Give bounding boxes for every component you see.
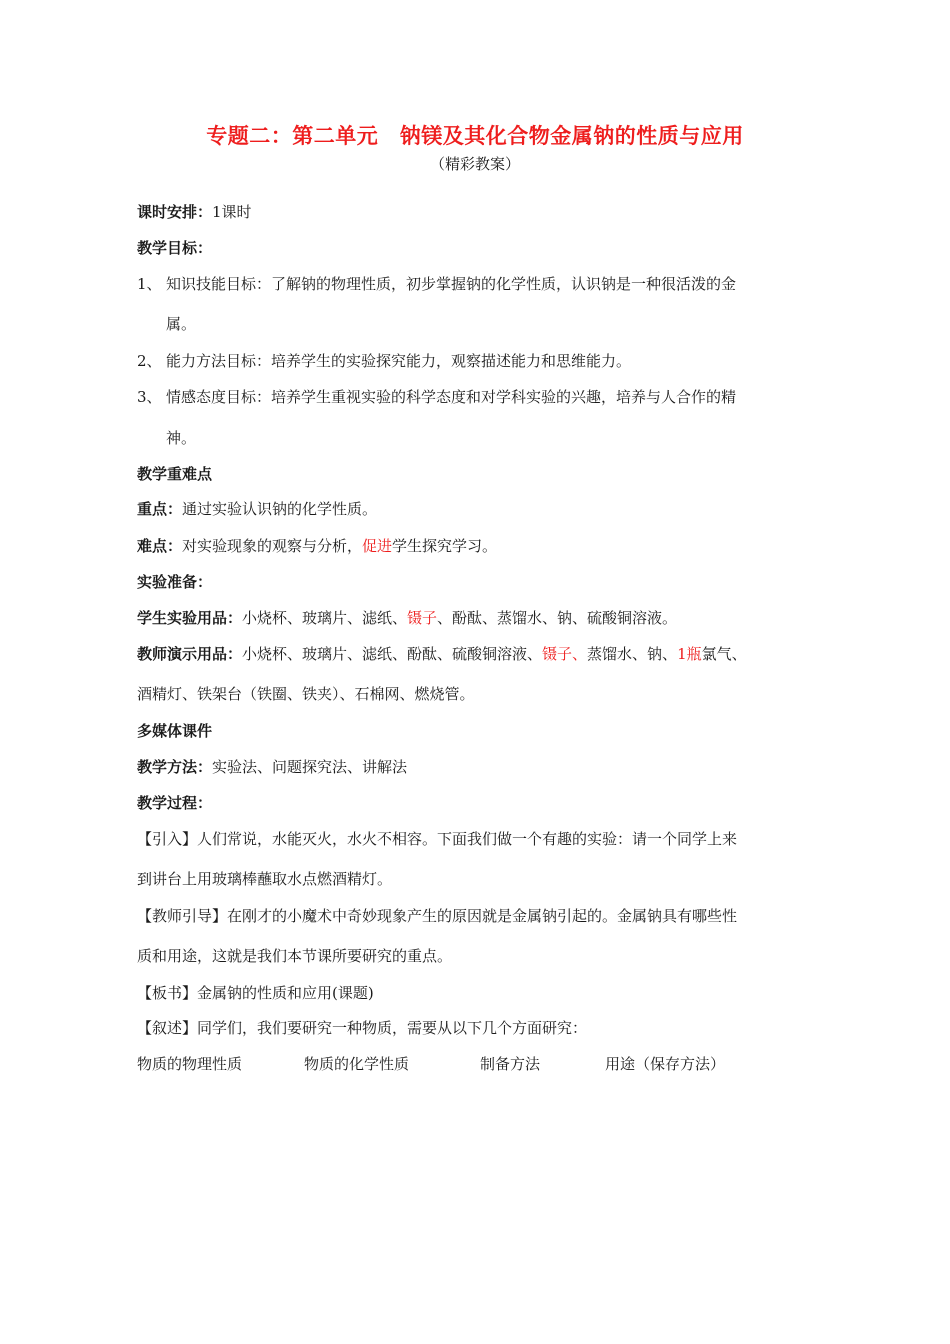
- focus-line: [137, 499, 377, 519]
- teacher-items-text-2: 蒸馏水、钠、: [587, 645, 678, 663]
- goal-text: 能力方法目标：培养学生的实验探究能力，观察描述能力和思维能力。: [166, 352, 632, 370]
- goal-text: 情感态度目标：培养学生重视实验的科学态度和对学科实验的兴趣，培养与人合作的精: [166, 388, 737, 406]
- guide-text: 在刚才的小魔术中奇妙现象产生的原因就是金属钠引起的。金属钠具有哪些性: [227, 907, 738, 925]
- aspect-item: 物质的物理性质: [137, 1055, 243, 1073]
- document-subtitle: （精彩教案）: [429, 155, 520, 173]
- intro-tag: 【引入】: [137, 830, 198, 848]
- goal-item-1: [137, 274, 736, 294]
- teacher-items-continuation: 酒精灯、铁架台（铁圈、铁夹）、石棉网、燃烧管。: [137, 685, 475, 703]
- aspect-item: 用途（保存方法）: [605, 1055, 726, 1073]
- multimedia-heading: 多媒体课件: [137, 722, 213, 740]
- guide-tag: 【教师引导】: [137, 907, 228, 925]
- goal-number: 2、: [137, 352, 162, 370]
- board-tag: 【板书】: [137, 984, 198, 1002]
- student-items-text-end: 、酚酞、蒸馏水、钠、硫酸铜溶液。: [437, 609, 678, 627]
- keypoints-heading: 教学重难点: [137, 465, 213, 483]
- prep-heading: 实验准备：: [137, 573, 213, 591]
- process-heading: 教学过程：: [137, 794, 213, 812]
- student-items-label: 学生实验用品：: [137, 609, 243, 627]
- goal-number: 3、: [137, 388, 162, 406]
- intro-line: [137, 829, 737, 849]
- goal-item-1-continuation: 属。: [166, 315, 197, 333]
- schedule-value: 1课时: [212, 203, 252, 221]
- difficulty-text-end: 学生探究学习。: [392, 537, 498, 555]
- narration-tag: 【叙述】: [137, 1019, 198, 1037]
- method-value: 实验法、问题探究法、讲解法: [212, 758, 408, 776]
- teacher-items-highlight: 镊子、: [542, 645, 588, 663]
- student-items-highlight: 镊子: [407, 609, 438, 627]
- board-text: 金属钠的性质和应用(课题): [197, 984, 374, 1002]
- goal-item-3: [137, 387, 736, 407]
- student-items-line: [137, 608, 677, 628]
- focus-label: 重点：: [137, 500, 183, 518]
- schedule-line: [137, 202, 252, 222]
- guide-line: [137, 906, 737, 926]
- method-line: [137, 757, 407, 777]
- aspect-item: 物质的化学性质: [304, 1055, 410, 1073]
- guide-continuation: 质和用途，这就是我们本节课所要研究的重点。: [137, 947, 453, 965]
- goal-text: 知识技能目标：了解钠的物理性质，初步掌握钠的化学性质，认识钠是一种很活泼的金: [166, 275, 737, 293]
- document-title: 专题二：第二单元 钠镁及其化合物金属钠的性质与应用: [206, 123, 744, 148]
- goal-number: 1、: [137, 275, 162, 293]
- intro-text: 人们常说，水能灭火，水火不相容。下面我们做一个有趣的实验：请一个同学上来: [197, 830, 738, 848]
- teacher-items-text-3: 氯气、: [701, 645, 747, 663]
- difficulty-highlight: 促进: [362, 537, 393, 555]
- goal-item-3-continuation: 神。: [166, 429, 197, 447]
- goals-heading: 教学目标：: [137, 239, 213, 257]
- teacher-items-highlight-2: 1瓶: [677, 645, 702, 663]
- student-items-text: 小烧杯、玻璃片、滤纸、: [242, 609, 408, 627]
- difficulty-line: [137, 536, 497, 556]
- aspects-row: [0, 1053, 950, 1075]
- aspect-item: 制备方法: [480, 1055, 541, 1073]
- schedule-label: 课时安排：: [137, 203, 213, 221]
- narration-line: [137, 1018, 587, 1038]
- difficulty-text: 对实验现象的观察与分析，: [182, 537, 363, 555]
- focus-text: 通过实验认识钠的化学性质。: [182, 500, 378, 518]
- difficulty-label: 难点：: [137, 537, 183, 555]
- intro-continuation: 到讲台上用玻璃棒蘸取水点燃酒精灯。: [137, 870, 393, 888]
- teacher-items-line: [137, 644, 747, 664]
- goal-item-2: [137, 351, 631, 371]
- board-line: [137, 983, 374, 1003]
- narration-text: 同学们，我们要研究一种物质，需要从以下几个方面研究：: [197, 1019, 588, 1037]
- teacher-items-label: 教师演示用品：: [137, 645, 243, 663]
- method-label: 教学方法：: [137, 758, 213, 776]
- teacher-items-text: 小烧杯、玻璃片、滤纸、酚酞、硫酸铜溶液、: [242, 645, 543, 663]
